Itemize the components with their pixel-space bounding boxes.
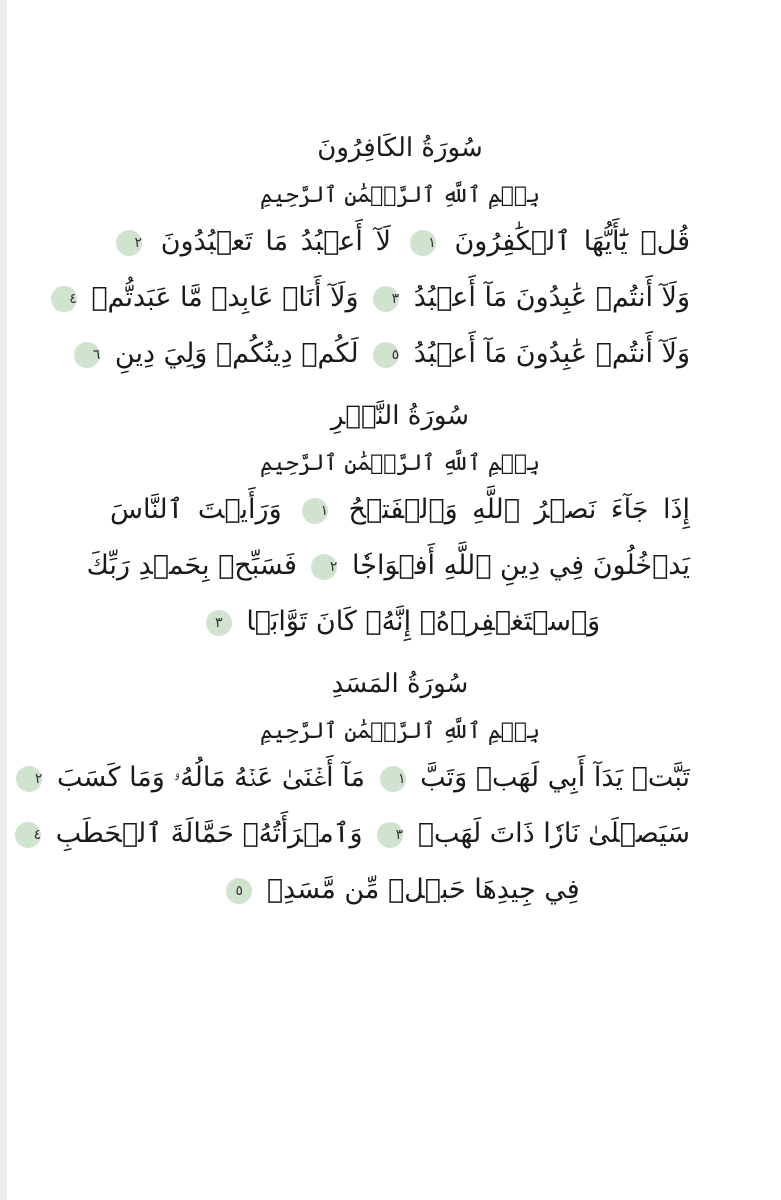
ayah-number-marker: ٤: [51, 286, 77, 312]
ayah-number-marker: ٥: [373, 342, 399, 368]
ayah-number-marker: ٢: [16, 766, 42, 792]
ayah-line: [33, 806, 690, 862]
ayah-number-marker: ٣: [206, 610, 232, 636]
ayah-number-marker: ١: [410, 230, 436, 256]
ayah-line: [34, 750, 690, 806]
ayah-number-marker: ٢: [116, 230, 142, 256]
ayah-text: وَلَآ أَنتُمۡ عَٰبِدُونَ مَآ أَعۡبُدُ: [413, 282, 690, 313]
ayah-text: تَبَّتۡ يَدَآ أَبِي لَهَبٖ وَتَبَّ: [420, 762, 690, 793]
ayah-line: [110, 594, 690, 650]
ayah-text: فَسَبِّحۡ بِحَمۡدِ رَبِّكَ: [86, 550, 297, 581]
ayah-text: وَٱسۡتَغۡفِرۡهُۚ إِنَّهُۥ كَانَ تَوَّابَۢا: [246, 606, 601, 637]
ayah-text: قُلۡ يَٰٓأَيُّهَا ٱلۡكَٰفِرُونَ: [454, 226, 690, 257]
ayah-line: [110, 214, 690, 270]
ayah-line: [69, 270, 690, 326]
ayah-text: فِي جِيدِهَا حَبۡلٞ مِّن مَّسَدِۭ: [266, 874, 580, 905]
ayah-text: لَكُمۡ دِينُكُمۡ وَلِيَ دِينِ: [114, 338, 359, 369]
basmala: بِسۡمِ ٱللَّهِ ٱلرَّحۡمَٰنِ ٱلرَّحِيمِ: [259, 719, 541, 744]
ayah-text: إِذَا جَآءَ نَصۡرُ ٱللَّهِ وَٱلۡفَتۡحُ: [348, 494, 690, 525]
ayah-text: وَرَأَيۡتَ ٱلنَّاسَ: [110, 494, 282, 525]
ayah-line: [110, 862, 690, 918]
ayah-number-marker: ٤: [15, 822, 41, 848]
ayah-number-marker: ٥: [226, 878, 252, 904]
surah-title: سُورَةُ النَّصۡرِ: [330, 401, 470, 431]
ayah-number-marker: ٣: [373, 286, 399, 312]
ayah-text: يَدۡخُلُونَ فِي دِينِ ٱللَّهِ أَفۡوَاجٗا: [352, 550, 690, 581]
ayah-number-marker: ٦: [74, 342, 100, 368]
ayah-line: [92, 326, 690, 382]
ayah-text: لَآ أَعۡبُدُ مَا تَعۡبُدُونَ: [160, 226, 392, 257]
ayah-text: وَٱمۡرَأَتُهُۥ حَمَّالَةَ ٱلۡحَطَبِ: [55, 818, 363, 849]
surah-section: [69, 128, 690, 396]
surah-section: [86, 396, 690, 664]
mushaf-page: [33, 128, 690, 932]
ayah-number-marker: ٢: [311, 554, 337, 580]
basmala: بِسۡمِ ٱللَّهِ ٱلرَّحۡمَٰنِ ٱلرَّحِيمِ: [259, 451, 541, 476]
ayah-text: سَيَصۡلَىٰ نَارٗا ذَاتَ لَهَبٖ: [417, 818, 690, 849]
ayah-text: وَلَآ أَنَا۠ عَابِدٞ مَّا عَبَدتُّمۡ: [91, 282, 359, 313]
ayah-number-marker: ٣: [377, 822, 403, 848]
page-edge-shadow: [0, 0, 7, 1200]
basmala: بِسۡمِ ٱللَّهِ ٱلرَّحۡمَٰنِ ٱلرَّحِيمِ: [259, 183, 541, 208]
ayah-text: مَآ أَغۡنَىٰ عَنۡهُ مَالُهُۥ وَمَا كَسَبَ: [57, 762, 365, 793]
ayah-number-marker: ١: [302, 498, 328, 524]
ayah-line: [110, 482, 690, 538]
ayah-line: [86, 538, 690, 594]
surah-title: سُورَةُ المَسَدِ: [331, 669, 469, 699]
ayah-text: وَلَآ أَنتُمۡ عَٰبِدُونَ مَآ أَعۡبُدُ: [413, 338, 690, 369]
surah-title: سُورَةُ الكَافِرُونَ: [317, 133, 483, 163]
ayah-number-marker: ١: [380, 766, 406, 792]
surah-section: [33, 664, 690, 932]
